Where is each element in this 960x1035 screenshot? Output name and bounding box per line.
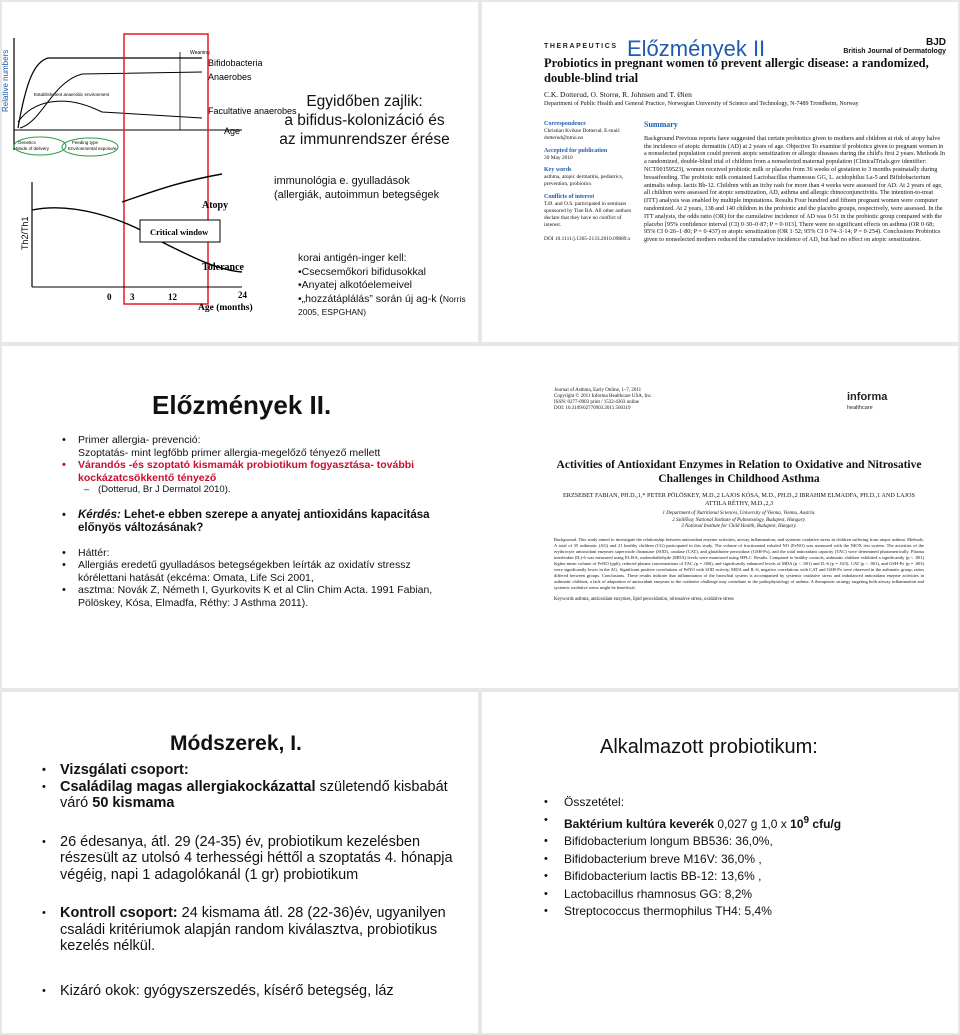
s3-question-label: Kérdés: (78, 508, 121, 521)
s1-sub-line: immunológia e. gyulladások (274, 175, 410, 187)
s4-bold: Kontroll csoport: (60, 905, 178, 921)
s5-bullet: • Bifidobacterium lactis BB-12: 13,6% , (544, 868, 944, 886)
s2-sidebar (544, 121, 644, 244)
bifido-label: Bifidobacteria (208, 58, 263, 68)
environmental-label: Environmental exposure (68, 146, 117, 151)
slide-5 (482, 692, 958, 1033)
s3-background (62, 547, 452, 610)
xlabel: Age (months) (198, 303, 253, 313)
bifidus-immune-figure (1, 2, 297, 313)
summary-label: Summary (644, 120, 678, 129)
s5-bold: Baktérium kultúra keverék (564, 816, 715, 831)
summary-text: Background Previous reports have suggested that certain probiotics given to mothers and children at risk of atopy halve the incidence of atopic dermatitis (AD) at 2 years of age. Objective To examine if probiotics given to pregnant women in a nonselected population could prevent atopic sensitization or allergic diseases during the child's first 2 years. Methods In a randomized, double-blind trial of children from a nonselected maternal population (ClinicalTrials.gov identifier: NCT00159523), women received probiotic milk or placebo from 36 weeks of gestation to 3 months postnatally during breastfeeding. The probiotic milk contained Lactobacillus rhamnosus GG, L. acidophilus La-5 and Bifidobacterium animalis subsp. lactis Bb-12. Children with an itchy rash for more than 4 weeks were assessed for AD. At 2 years of age, all children were assessed for atopic sensitization, AD, asthma and allergic rhinoconjunctivitis. The intention-to-treat (ITT) analysis was enabled by multiple imputations. Results Four hundred and fifteen pregnant women were computer randomized. At 2 years, 138 and 140 children in the probiotic and the placebo groups, respectively, were assessed. In the ITT analysis, the odds ratio (OR) for the cumulative incidence of AD was 0·51 in the probiotic group compared with the placebo [95% confidence interval (CI) 0·30–0·87; P = 0·013]. There were no significant effects on asthma (OR 0·68; 95% CI 0·26–1·80; P = 0·437) or atopic sensitization (OR 1·52; 95% CI 0·74–3·14; P = 0·254). Conclusions Probiotics given to nonselected mothers reduced the cumulative incidence of AD, but had no effect on atopic sensitization. (644, 134, 946, 244)
s1-bullet: •Csecsemőkori bifidusokkal (298, 265, 426, 278)
slide-3 (2, 346, 958, 688)
accepted-label: Accepted for publication (544, 147, 608, 154)
slide-2 (482, 2, 958, 342)
weaning-label: Weaning (190, 50, 210, 56)
conflicts: T.Ø. and O.S. participated in seminars sponsored by Tine BA. All other authors declare that they have no conflict of interest. (544, 200, 632, 229)
s3-paper-title: Activities of Antioxidant Enzymes in Relation to Oxidative and Nitrosative Challenges in Childhood Asthma (556, 459, 922, 485)
correspondence: Christian Kvikne Dotterud. E-mail: dotterud@ntnu.no (544, 128, 621, 142)
anaerobes-curve (20, 72, 202, 128)
highlight-box (124, 34, 208, 304)
journal-meta (554, 388, 924, 412)
s5-bullet: • Lactobacillus rhamnosus GG: 8,2% (544, 886, 944, 904)
s1-sub (274, 174, 464, 202)
s4-title: Módszerek, I. (170, 732, 302, 755)
s3-text: Szoptatás- mint legfőbb primer allergia-megelőző tényező mellett (78, 446, 381, 459)
s5-val: 10 (790, 816, 804, 831)
tick-0: 0 (107, 292, 112, 302)
journal-line: ISSN: 0277-0903 print / 1532-4303 online (554, 400, 640, 405)
feeding-label: Feeding type (72, 140, 99, 145)
s4-bold: Családilag magas allergiakockázattal (60, 778, 316, 795)
aff-line: 2 Szöllőssy National Institute of Pulmonology, Budapest, Hungary. (672, 517, 806, 523)
bjd-short: BJD (925, 37, 946, 48)
s4-body (42, 762, 462, 999)
conflicts-label: Conflicts of interest (544, 193, 595, 200)
s1-bullets-title: korai antigén-inger kell: (298, 252, 407, 264)
s2-summary (644, 121, 946, 244)
age-label: Age (224, 126, 241, 136)
s2-paper (544, 56, 946, 244)
s1-bullet (298, 293, 470, 320)
s3-bullet-red: • Várandós -és szoptató kismamák probiotikum fogyasztása- további kockázatcsökkentő tényező (62, 459, 452, 484)
s1-heading-line: a bifidus-kolonizáció és (284, 112, 445, 129)
slide-1 (2, 2, 478, 342)
s3-question-text: Lehet-e ebben szerepe a anyatej antioxidáns kapacitása előnyös változásának? (78, 508, 430, 534)
s3-bullet: • Háttér: (62, 547, 452, 560)
establishment-label: Establishment anaerobic environment (34, 92, 110, 97)
s4-bullet: • 26 édesanya, átl. 29 (24-35) év, probiotikum kezelésben részesült az utolsó 4 terhességi héttől a szoptatás 4. hónapja végéig, napi 1 adagolókanál (1 gr) probiotikum (42, 834, 462, 884)
tolerance-label: Tolerance (202, 262, 244, 273)
s3-paper (554, 388, 924, 602)
journal-line: DOI: 10.3109/02770903.2011.560319 (554, 406, 631, 411)
s5-text: 0,027 g 1,0 x (714, 816, 791, 831)
s1-heading (257, 92, 472, 149)
critical-window-label: Critical window (150, 227, 209, 237)
s4-bullet (42, 905, 462, 955)
s5-title: Alkalmazott probiotikum: (600, 736, 818, 758)
s3-affiliations (554, 511, 924, 531)
informa-healthcare: healthcare (847, 405, 873, 411)
informa-name: informa (847, 391, 888, 403)
therapeutics-label: THERAPEUTICS (544, 43, 618, 50)
s1-sub-line: (allergiák, autoimmun betegségek (274, 189, 440, 201)
s3-abstract: Background. This study aimed to investigate the relationship between antioxidant enzyme activities, airway inflammation, and systemic oxidative stress in children suffering from atopic asthma. Methods. A total of 35 asthmatic (AG) and 21 healthy children (CG) participated in this study. The volume of fractionated exhaled NO (FeNO) was measured with the NIOX test system. The activities of the erythrocyte antioxidant enzymes superoxide dismutase (SOD), catalase (CAT), and glutathione peroxidase (GSH-Px), and the total antioxidant capacity (TAC) were determined photometrically. Plasma interleukin (IL)-6 was measured using ELISA; malondialdehyde (MDA) levels were monitored using HPLC. Results. Compared to healthy controls, asthmatic children exhibited a significantly (p < .001) higher mean volume of FeNO (ppb), reduced plasma concentrations of TAC (p = .006), and significantly enhanced levels of MDA (p < .001) and IL-6 (p = .023). CAT (p < .001), and GSH-Px (p = .003) were significantly lower in the AG. Significant positive correlations of FeNO with SOD activity, MDA and IL-6, negative correlations with CAT and GSH-Px were observed in the asthmatic group; ratios differed between groups. Conclusions. These results indicate that inflammation of the bronchial system is accompanied by systemic oxidative stress and imbalanced antioxidant enzyme activities in asthmatic children; a lack of adaptation of antioxidant enzymes to the oxidative challenge may contribute to the pathophysiology of asthma. A therapeutic strategy targeting both airway inflammation and systemic oxidative stress might be beneficial. (554, 536, 924, 591)
s4-text: 24 kismama átl. 28 (22-36)év, ugyanilyen családi kritériumok alapján random kiválasztva, probiotikus kezelés nélkül. (60, 905, 446, 954)
genetics-label: Genetics (18, 140, 36, 145)
journal-line: Journal of Asthma, Early Online, 1–7, 2011 (554, 388, 642, 393)
s2-title: Előzmények II (627, 36, 766, 61)
tick-12: 12 (168, 292, 177, 302)
s5-bullet: • Streptococcus thermophilus TH4: 5,4% (544, 903, 944, 921)
keywords: asthma, atopic dermatitis, pediatrics, prevention, probiotics (544, 174, 624, 188)
tick-24: 24 (238, 290, 247, 300)
atopy-curve (122, 174, 222, 202)
s5-bullet (544, 812, 944, 834)
s5-body (544, 794, 944, 921)
mode-delivery-label: Mode of delivery (16, 146, 50, 151)
s2-paper-title: Probiotics in pregnant women to prevent allergic disease: a randomized, double-blind trial (544, 56, 929, 85)
correspondence-label: Correspondence (544, 121, 586, 127)
s4-bullet (42, 779, 462, 812)
s5-sup: 9 (803, 814, 810, 826)
s1-ref: Norris 2005, ESPGHAN) (298, 293, 466, 317)
y-label: Relative numbers (1, 49, 10, 112)
atopy-label: Atopy (202, 200, 229, 211)
s1-bullet: •Anyatej alkotóelemeivel (298, 279, 412, 291)
aff-line: 1 Department of Nutritional Sciences, University of Vienna, Vienna, Austria. (662, 511, 816, 516)
tick-3: 3 (130, 292, 135, 302)
s5-bullet: • Összetétel: (544, 794, 944, 812)
s3-authors: ERZSEBET FABIAN, PH.D.,1,* PETER PÖLÖSKEY, M.D.,2 LAJOS KÓSA, M.D., PH.D.,2 IBRAHIM ELMADFA, PH.D.,1 AND LAJOS ATTILA RÉTHY, M.D.,2,3 (563, 492, 915, 507)
s4-bold: 50 kismama (92, 795, 175, 811)
s4-bullet: • Kizáró okok: gyógyszerszedés, kísérő betegség, láz (42, 983, 462, 1000)
s1-heading-line: Egyidőben zajlik: (306, 93, 423, 110)
bjd-logo (843, 38, 946, 56)
s3-title: Előzmények II. (152, 390, 332, 420)
anaerobes-label: Anaerobes (208, 72, 252, 82)
s5-bullet: • Bifidobacterium longum BB536: 36,0%, (544, 833, 944, 851)
s2-authors: C.K. Dotterud, O. Storrø, R. Johnsen and T. Øien (544, 90, 692, 99)
s3-bullet: • Primer allergia- prevenció: (62, 434, 452, 447)
s4-text: születendő kisbabát váró (60, 778, 448, 811)
journal-line: Copyright © 2011 Informa Healthcare USA, Inc. (554, 394, 653, 399)
aff-line: 3 National Institute for Child Health, Budapest, Hungary. (681, 524, 797, 529)
s5-bullet: • Bifidobacterium breve M16V: 36,0% , (544, 851, 944, 869)
s2-dept: Department of Public Health and General Practice, Norwegian University of Science and Technology, N-7489 Trondheim, Norway (544, 101, 859, 107)
s1-heading-line: az immunrendszer érése (279, 131, 450, 148)
s2-columns (544, 121, 946, 244)
th2-th1-label: Th2/Th1 (20, 216, 30, 250)
s3-keywords: Keywords asthma, antioxidant enzymes, lipid peroxidation, nitrosative stress, oxidative stress (554, 597, 734, 603)
s3-bullet: • Allergiás eredetű gyulladásos betegségekben leírták az oxidatív stressz kórélettani hatását (ekcéma: Omata, Life Sci 2001, (62, 559, 452, 584)
s5-unit: cfu/g (809, 816, 842, 831)
s3-bullet: • asztma: Novák Z, Németh I, Gyurkovits K et al Clin Chim Acta. 1991 Fabian, Pölöskey, Kósa, Elmadfa, Réthy: J Asthma 2011). (62, 584, 452, 609)
keywords-label: Key words (544, 167, 572, 174)
s1-bullet-text: •„hozzátáplálás” során új ag-k ( (298, 292, 443, 305)
s1-bullets (298, 252, 470, 320)
slide-4 (2, 692, 478, 1033)
s4-bullet: • Vizsgálati csoport: (42, 762, 462, 779)
facultative-label: Facultative anaerobes (208, 106, 297, 116)
bjd-full: British Journal of Dermatology (843, 48, 946, 55)
s3-ref: – (Dotterud, Br J Dermatol 2010). (62, 484, 452, 497)
doi: DOI 10.1111/j.1365-2133.2010.09889.x (544, 235, 631, 242)
accepted: 30 May 2010 (544, 154, 573, 161)
s3-content (62, 434, 452, 609)
s3-question (62, 509, 452, 535)
